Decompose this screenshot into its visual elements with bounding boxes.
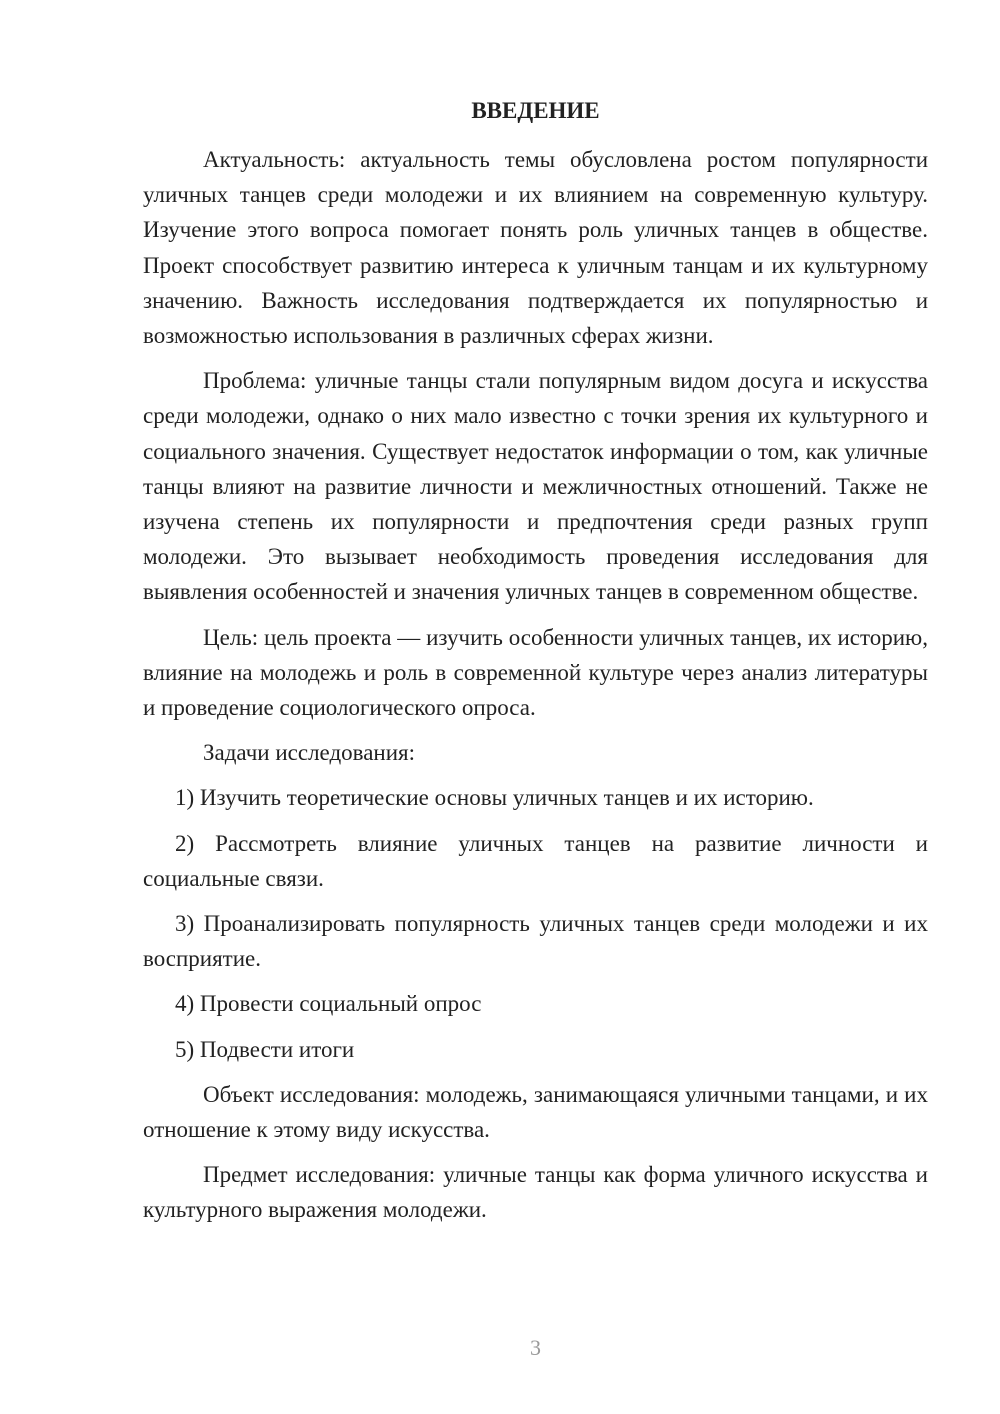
task-item-5: 5) Подвести итоги — [175, 1036, 355, 1062]
document-page — [143, 0, 928, 1414]
object-paragraph: Объект исследования: молодежь, занимающаяся уличными танцами, и их отношение к этому виду искусства. — [143, 1081, 928, 1143]
relevance-paragraph: Актуальность: актуальность темы обусловлена ростом популярности уличных танцев среди молодежи и их влиянием на современную культуру. Изучение этого вопроса помогает понять роль уличных танцев в обществе. Проект способствует развитию интереса к уличным танцам и их культурному значению. Важность исследования подтверждается их популярностью и возможностью использования в различных сферах жизни. — [143, 147, 928, 349]
task-item-4: 4) Провести социальный опрос — [175, 991, 482, 1017]
task-item-3: 3) Проанализировать популярность уличных танцев среди молодежи и их восприятие. — [143, 911, 928, 972]
subject-paragraph: Предмет исследования: уличные танцы как форма уличного искусства и культурного выражения молодежи. — [143, 1162, 928, 1223]
tasks-heading: Задачи исследования: — [203, 740, 416, 766]
goal-paragraph: Цель: цель проекта — изучить особенности уличных танцев, их историю, влияние на молодежь и роль в современной культуре через анализ литературы и проведение социологического опроса. — [143, 624, 928, 721]
task-item-1: 1) Изучить теоретические основы уличных танцев и их историю. — [175, 785, 814, 811]
section-title: ВВЕДЕНИЕ — [471, 98, 600, 123]
task-item-2: 2) Рассмотреть влияние уличных танцев на развитие личности и социальные связи. — [143, 830, 928, 891]
problem-paragraph: Проблема: уличные танцы стали популярным видом досуга и искусства среди молодежи, однако о них мало известно с точки зрения их культурного и социального значения. Существует недостаток информации о том, как уличные танцы влияют на развитие личности и межличностных отношений. Также не изучена степень их популярности и предпочтения среди разных групп молодежи. Это вызывает необходимость проведения исследования для выявления особенностей и значения уличных танцев в современном обществе. — [143, 368, 928, 605]
page-number: 3 — [530, 1335, 541, 1360]
document-body — [143, 142, 928, 1238]
